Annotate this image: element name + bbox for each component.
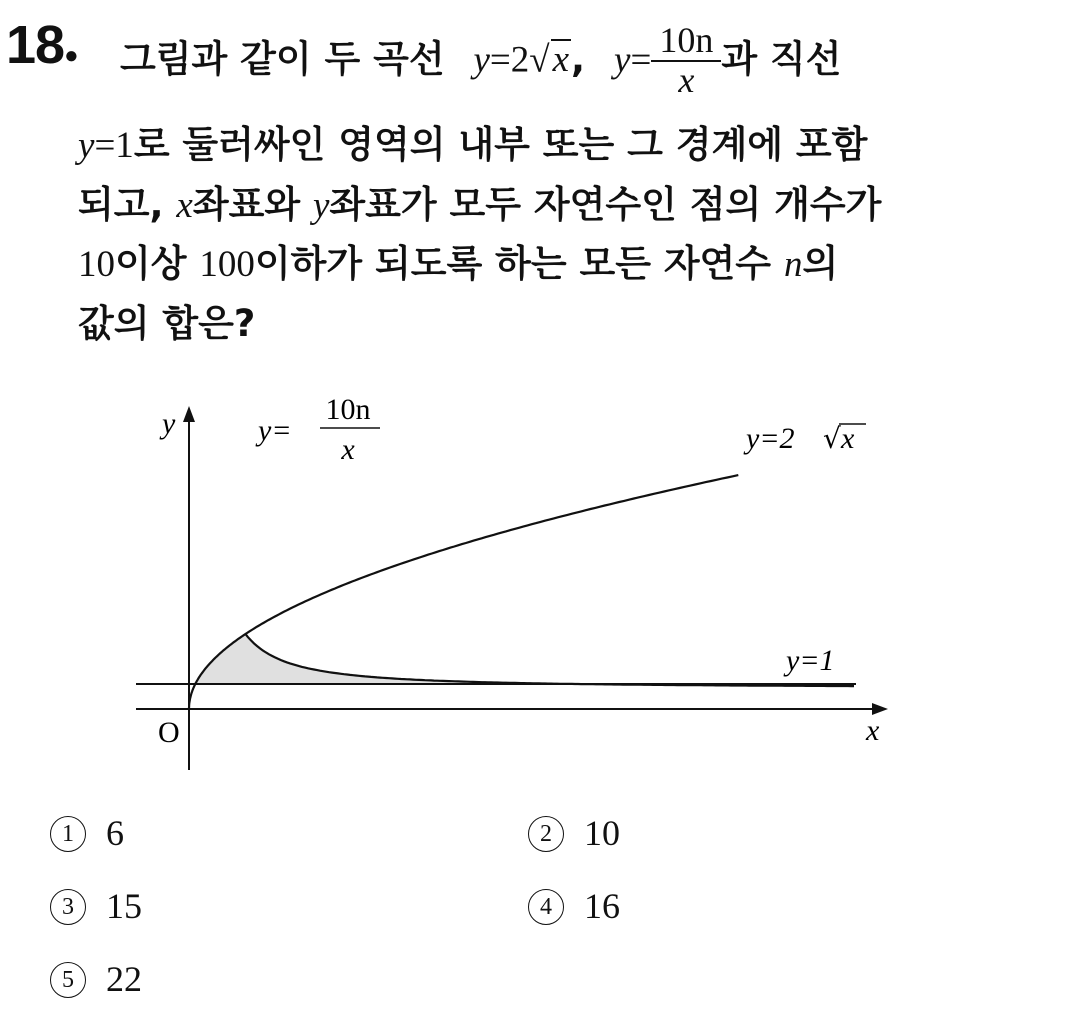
curve1-label-num: 10n xyxy=(325,393,371,426)
choice-marker: 3 xyxy=(50,889,86,925)
line4-num-100: 100 xyxy=(199,244,255,285)
line4-num-10: 10 xyxy=(78,244,115,285)
choice-value: 15 xyxy=(106,886,142,926)
eq2-denominator: x xyxy=(651,60,721,100)
line-eq-y: y xyxy=(78,125,95,166)
line3-text-2: 좌표와 xyxy=(192,183,313,226)
curve2-sqrt-icon: √ xyxy=(823,422,841,455)
choice-1[interactable] xyxy=(50,812,124,855)
sqrt-icon: √ xyxy=(529,39,550,81)
choice-3[interactable] xyxy=(50,885,142,928)
choice-value: 22 xyxy=(106,959,142,999)
curve1-label-lhs: y= xyxy=(258,414,292,447)
choice-2[interactable] xyxy=(528,812,620,855)
question-line-5-text: 값의 합은? xyxy=(78,302,256,345)
line3-x-var: x xyxy=(176,185,193,226)
eq2-y: y xyxy=(614,39,631,81)
shaded-region xyxy=(189,634,578,684)
question-number: 18● xyxy=(6,15,78,75)
line3-text-1: 되고, xyxy=(78,183,177,226)
choice-value: 6 xyxy=(106,813,124,853)
line4-n-var: n xyxy=(783,244,803,285)
line-y1-label: y=1 xyxy=(786,644,835,677)
x-axis-label: x xyxy=(866,714,880,747)
choice-marker: 2 xyxy=(528,816,564,852)
eq1-y: y xyxy=(473,39,490,81)
eq2-numerator: 10n xyxy=(659,20,714,60)
choice-value: 16 xyxy=(584,886,620,926)
origin-label: O xyxy=(158,716,180,749)
choice-marker: 4 xyxy=(528,889,564,925)
line-eq-rest: =1 xyxy=(94,125,134,166)
choice-4[interactable] xyxy=(528,885,620,928)
comma: , xyxy=(571,37,586,81)
choice-marker: 1 xyxy=(50,816,86,852)
line3-text-3: 좌표가 모두 자연수인 점의 개수가 xyxy=(329,183,882,226)
line4-text-3: 의 xyxy=(802,242,839,285)
curve2-label-rad: x xyxy=(841,422,855,455)
eq2-equals: = xyxy=(630,39,652,81)
question-line-2-text: 로 둘러싸인 영역의 내부 또는 그 경계에 포함 xyxy=(133,123,868,166)
choice-value: 10 xyxy=(584,813,620,853)
question-tail-text: 과 직선 xyxy=(721,37,842,81)
curve1-label-den: x xyxy=(341,433,355,466)
choice-5[interactable] xyxy=(50,958,142,1001)
eq1-radicand: x xyxy=(552,39,570,81)
question-lead-text: 그림과 같이 두 곡선 xyxy=(120,37,445,81)
line3-y-var: y xyxy=(312,185,330,226)
eq1-equals: = xyxy=(489,39,511,81)
y-axis-arrow-icon xyxy=(183,406,195,422)
choice-marker: 5 xyxy=(50,962,86,998)
eq1-coef: 2 xyxy=(510,39,530,81)
line4-text-1: 이상 xyxy=(115,242,200,285)
line4-text-2: 이하가 되도록 하는 모든 자연수 xyxy=(254,242,784,285)
curve2-label-lhs: y=2 xyxy=(746,422,795,455)
y-axis-label: y xyxy=(162,407,176,440)
